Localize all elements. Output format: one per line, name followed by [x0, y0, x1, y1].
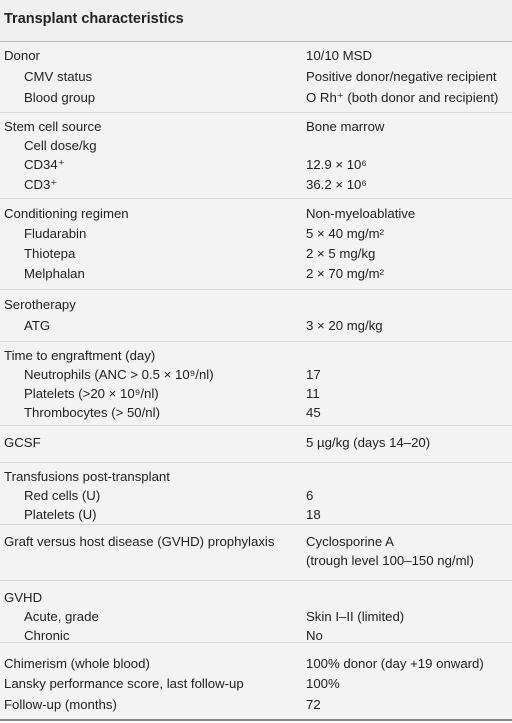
row-value: 45: [306, 405, 321, 420]
row-value: Skin I–II (limited): [306, 609, 405, 624]
row-value: No: [306, 628, 323, 643]
row-label: GVHD: [4, 590, 43, 605]
table-bottom-rule: [0, 719, 512, 721]
row-label: Blood group: [24, 90, 96, 105]
group-separator: [0, 112, 512, 113]
row-value: 5 × 40 mg/m²: [306, 226, 385, 241]
row-value: (trough level 100–150 ng/ml): [306, 553, 474, 568]
row-value: 100% donor (day +19 onward): [306, 656, 484, 671]
row-value: 11: [306, 386, 320, 401]
row-value: 10/10 MSD: [306, 48, 372, 63]
row-label: Graft versus host disease (GVHD) prophylaxis: [4, 534, 275, 549]
row-value: 12.9 × 10⁶: [306, 157, 367, 172]
row-value: 72: [306, 697, 321, 712]
row-value: 2 × 70 mg/m²: [306, 266, 385, 281]
group-separator: [0, 524, 512, 525]
row-label: Melphalan: [24, 266, 85, 281]
row-label: Serotherapy: [4, 297, 76, 312]
table-header: [0, 0, 512, 42]
row-label: ATG: [24, 318, 51, 333]
row-label: Conditioning regimen: [4, 206, 129, 221]
row-value: 2 × 5 mg/kg: [306, 246, 376, 261]
group-separator: [0, 198, 512, 199]
row-label: Thrombocytes (> 50/nl): [24, 405, 160, 420]
row-label: CMV status: [24, 69, 93, 84]
group-separator: [0, 462, 512, 463]
row-label: Follow-up (months): [4, 697, 117, 712]
row-label: Acute, grade: [24, 609, 99, 624]
group-separator: [0, 289, 512, 290]
row-label: Chronic: [24, 628, 70, 643]
row-value: 3 × 20 mg/kg: [306, 318, 383, 333]
row-label: Platelets (>20 × 10⁹/nl): [24, 386, 159, 401]
row-label: Stem cell source: [4, 119, 102, 134]
row-label: Thiotepa: [24, 246, 76, 261]
row-value: Cyclosporine A: [306, 534, 394, 549]
row-value: 6: [306, 488, 314, 503]
row-label: Transfusions post-transplant: [4, 469, 170, 484]
group-separator: [0, 341, 512, 342]
row-label: CD34⁺: [24, 157, 65, 172]
row-label: CD3⁺: [24, 177, 58, 192]
row-value: O Rh⁺ (both donor and recipient): [306, 90, 499, 105]
row-label: GCSF: [4, 435, 41, 450]
row-label: Neutrophils (ANC > 0.5 × 10⁹/nl): [24, 367, 214, 382]
row-value: 36.2 × 10⁶: [306, 177, 367, 192]
row-label: Time to engraftment (day): [4, 348, 156, 363]
row-label: Cell dose/kg: [24, 138, 97, 153]
row-label: Platelets (U): [24, 507, 97, 522]
group-separator: [0, 580, 512, 581]
row-value: 18: [306, 507, 321, 522]
group-separator: [0, 642, 512, 643]
row-label: Donor: [4, 48, 40, 63]
row-label: Red cells (U): [24, 488, 101, 503]
row-value: 5 µg/kg (days 14–20): [306, 435, 431, 450]
row-value: Positive donor/negative recipient: [306, 69, 497, 84]
row-value: Non-myeloablative: [306, 206, 416, 221]
row-label: Chimerism (whole blood): [4, 656, 150, 671]
row-value: 17: [306, 367, 321, 382]
table-title: Transplant characteristics: [4, 11, 184, 27]
row-label: Lansky performance score, last follow-up: [4, 676, 244, 691]
row-label: Fludarabin: [24, 226, 87, 241]
row-value: Bone marrow: [306, 119, 385, 134]
row-value: 100%: [306, 676, 340, 691]
group-separator: [0, 425, 512, 426]
